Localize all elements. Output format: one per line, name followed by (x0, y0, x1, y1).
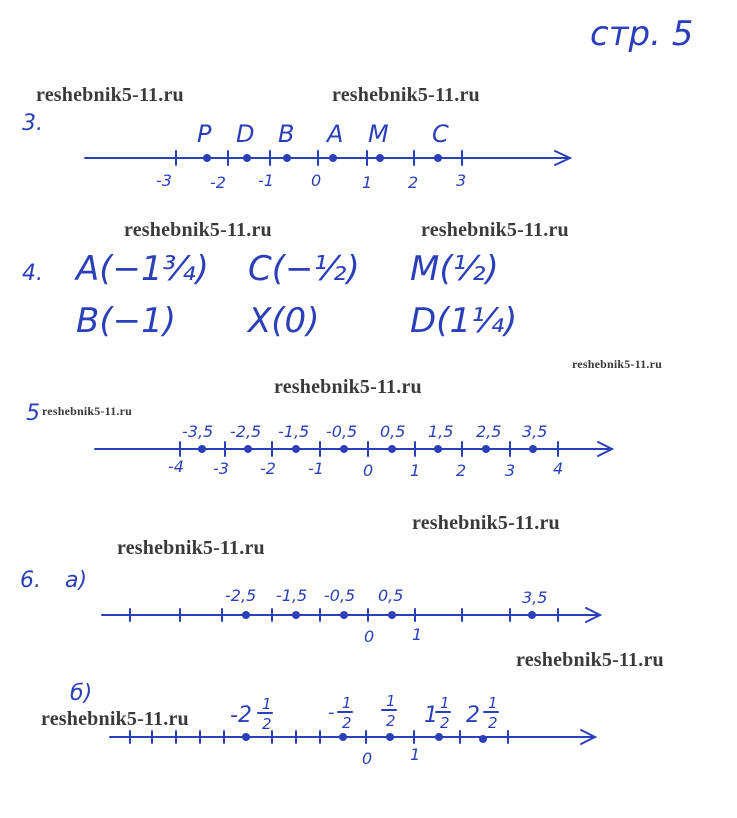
task5-point-dot (292, 445, 300, 453)
task3-point-dot (243, 154, 251, 162)
task6a-point-label: -0,5 (324, 586, 356, 605)
task5-point-dot (340, 445, 348, 453)
task5-point-label: 3,5 (522, 422, 548, 441)
task6b-label-5 (466, 694, 498, 732)
task4-coord-A: A(−1¾) (76, 249, 209, 289)
svg-text:2: 2 (262, 715, 272, 733)
task5-point-dot (244, 445, 252, 453)
task6b-point-dot (435, 733, 443, 741)
task6a-point-dot (292, 611, 300, 619)
task5-tick-label: 1 (410, 461, 421, 480)
task6a-tick-label: 1 (412, 625, 423, 644)
task6-part-a: a) (65, 568, 88, 593)
task5-point-label: -3,5 (182, 422, 214, 441)
task6-number: 6. (20, 568, 41, 593)
task5-point-dot (434, 445, 442, 453)
task3-tick-label: -2 (210, 173, 226, 192)
task5-tick-label: 4 (553, 459, 564, 478)
task3-point-label: B (278, 120, 295, 148)
task6b-label-4 (424, 694, 450, 732)
svg-text:1: 1 (424, 703, 438, 728)
svg-text:-: - (328, 702, 335, 723)
task3-number-line (85, 151, 570, 165)
task3-point-dot (283, 154, 291, 162)
task3-tick-label: -1 (258, 171, 274, 190)
task5-point-dot (198, 445, 206, 453)
svg-text:2: 2 (440, 714, 450, 732)
watermark: reshebnik5-11.ru (421, 219, 569, 241)
watermark: reshebnik5-11.ru (42, 404, 132, 418)
task4-coord-M: M(½) (410, 249, 499, 289)
watermark: reshebnik5-11.ru (124, 219, 272, 241)
task3-tick-label: 0 (311, 171, 322, 190)
task3-point-dot (203, 154, 211, 162)
task3-point-dot (376, 154, 384, 162)
task5-tick-label: -2 (260, 459, 276, 478)
page-label: стр. 5 (590, 14, 694, 54)
task6a-point-dot (388, 611, 396, 619)
watermark: reshebnik5-11.ru (516, 649, 664, 671)
task6a-point-label: 3,5 (522, 588, 548, 607)
task3-point-label: D (236, 120, 255, 148)
task5-number: 5 (26, 401, 40, 426)
task6b-point-dot (479, 735, 487, 743)
watermark: reshebnik5-11.ru (41, 708, 189, 730)
svg-text:2: 2 (466, 703, 480, 728)
task5-point-label: 0,5 (380, 422, 406, 441)
svg-text:-2: -2 (230, 703, 252, 728)
task6b-point-dot (386, 733, 394, 741)
task3-point-label: A (327, 120, 344, 148)
task3-tick-label: -3 (156, 171, 172, 190)
task4-coord-X: X(0) (248, 301, 320, 341)
watermark: reshebnik5-11.ru (36, 84, 184, 106)
task6a-point-dot (340, 611, 348, 619)
svg-text:2: 2 (386, 712, 396, 730)
task5-point-label: -0,5 (326, 422, 358, 441)
task6a-point-label: 0,5 (378, 586, 404, 605)
svg-text:2: 2 (342, 714, 352, 732)
svg-text:1: 1 (386, 692, 396, 710)
task5-point-dot (388, 445, 396, 453)
task6b-number-line (110, 730, 595, 744)
watermark: reshebnik5-11.ru (412, 512, 560, 534)
task4-coord-D: D(1¼) (410, 301, 518, 341)
task6b-point-dot (339, 733, 347, 741)
task6b-point-dot (242, 733, 250, 741)
task3-tick-label: 3 (456, 171, 467, 190)
task3-point-label: C (432, 120, 449, 148)
task5-point-label: 1,5 (428, 422, 454, 441)
task5-tick-label: -1 (308, 459, 324, 478)
watermark: reshebnik5-11.ru (117, 537, 265, 559)
task6-part-b: б) (70, 681, 93, 706)
task5-point-dot (529, 445, 537, 453)
task5-point-label: -2,5 (230, 422, 262, 441)
task6a-point-label: -1,5 (276, 586, 308, 605)
task6b-label-1 (230, 695, 272, 733)
watermark: reshebnik5-11.ru (572, 357, 662, 371)
svg-text:2: 2 (488, 714, 498, 732)
task6a-point-dot (242, 611, 250, 619)
task5-point-label: -1,5 (278, 422, 310, 441)
task5-tick-label: -4 (168, 457, 184, 476)
task5-point-label: 2,5 (476, 422, 502, 441)
task6b-tick-label: 0 (362, 749, 373, 768)
task6a-point-label: -2,5 (225, 586, 257, 605)
task3-number: 3. (22, 111, 43, 136)
task5-point-dot (482, 445, 490, 453)
task5-tick-label: -3 (213, 459, 229, 478)
task3-tick-label: 2 (408, 173, 419, 192)
task5-number-line (95, 442, 612, 456)
task3-tick-label: 1 (362, 173, 373, 192)
task4-coord-B: B(−1) (76, 301, 176, 341)
task6a-number-line (102, 608, 600, 622)
watermark: reshebnik5-11.ru (332, 84, 480, 106)
task5-tick-label: 0 (363, 461, 374, 480)
task5-tick-label: 2 (456, 461, 467, 480)
task4-coord-C: C(−½) (248, 249, 360, 289)
task4-number: 4. (22, 261, 43, 286)
svg-text:1: 1 (342, 694, 352, 712)
task3-point-dot (434, 154, 442, 162)
watermark: reshebnik5-11.ru (274, 376, 422, 398)
task3-point-dot (329, 154, 337, 162)
svg-text:1: 1 (488, 694, 498, 712)
task3-point-label: M (368, 120, 389, 148)
task3-point-label: P (197, 120, 212, 148)
task6a-tick-label: 0 (364, 627, 375, 646)
svg-text:1: 1 (262, 695, 272, 713)
svg-text:1: 1 (440, 694, 450, 712)
task6b-label-2 (328, 694, 352, 732)
task6a-point-dot (528, 611, 536, 619)
task6b-label-3 (382, 692, 396, 730)
task5-tick-label: 3 (505, 461, 516, 480)
task6b-tick-label: 1 (410, 745, 421, 764)
